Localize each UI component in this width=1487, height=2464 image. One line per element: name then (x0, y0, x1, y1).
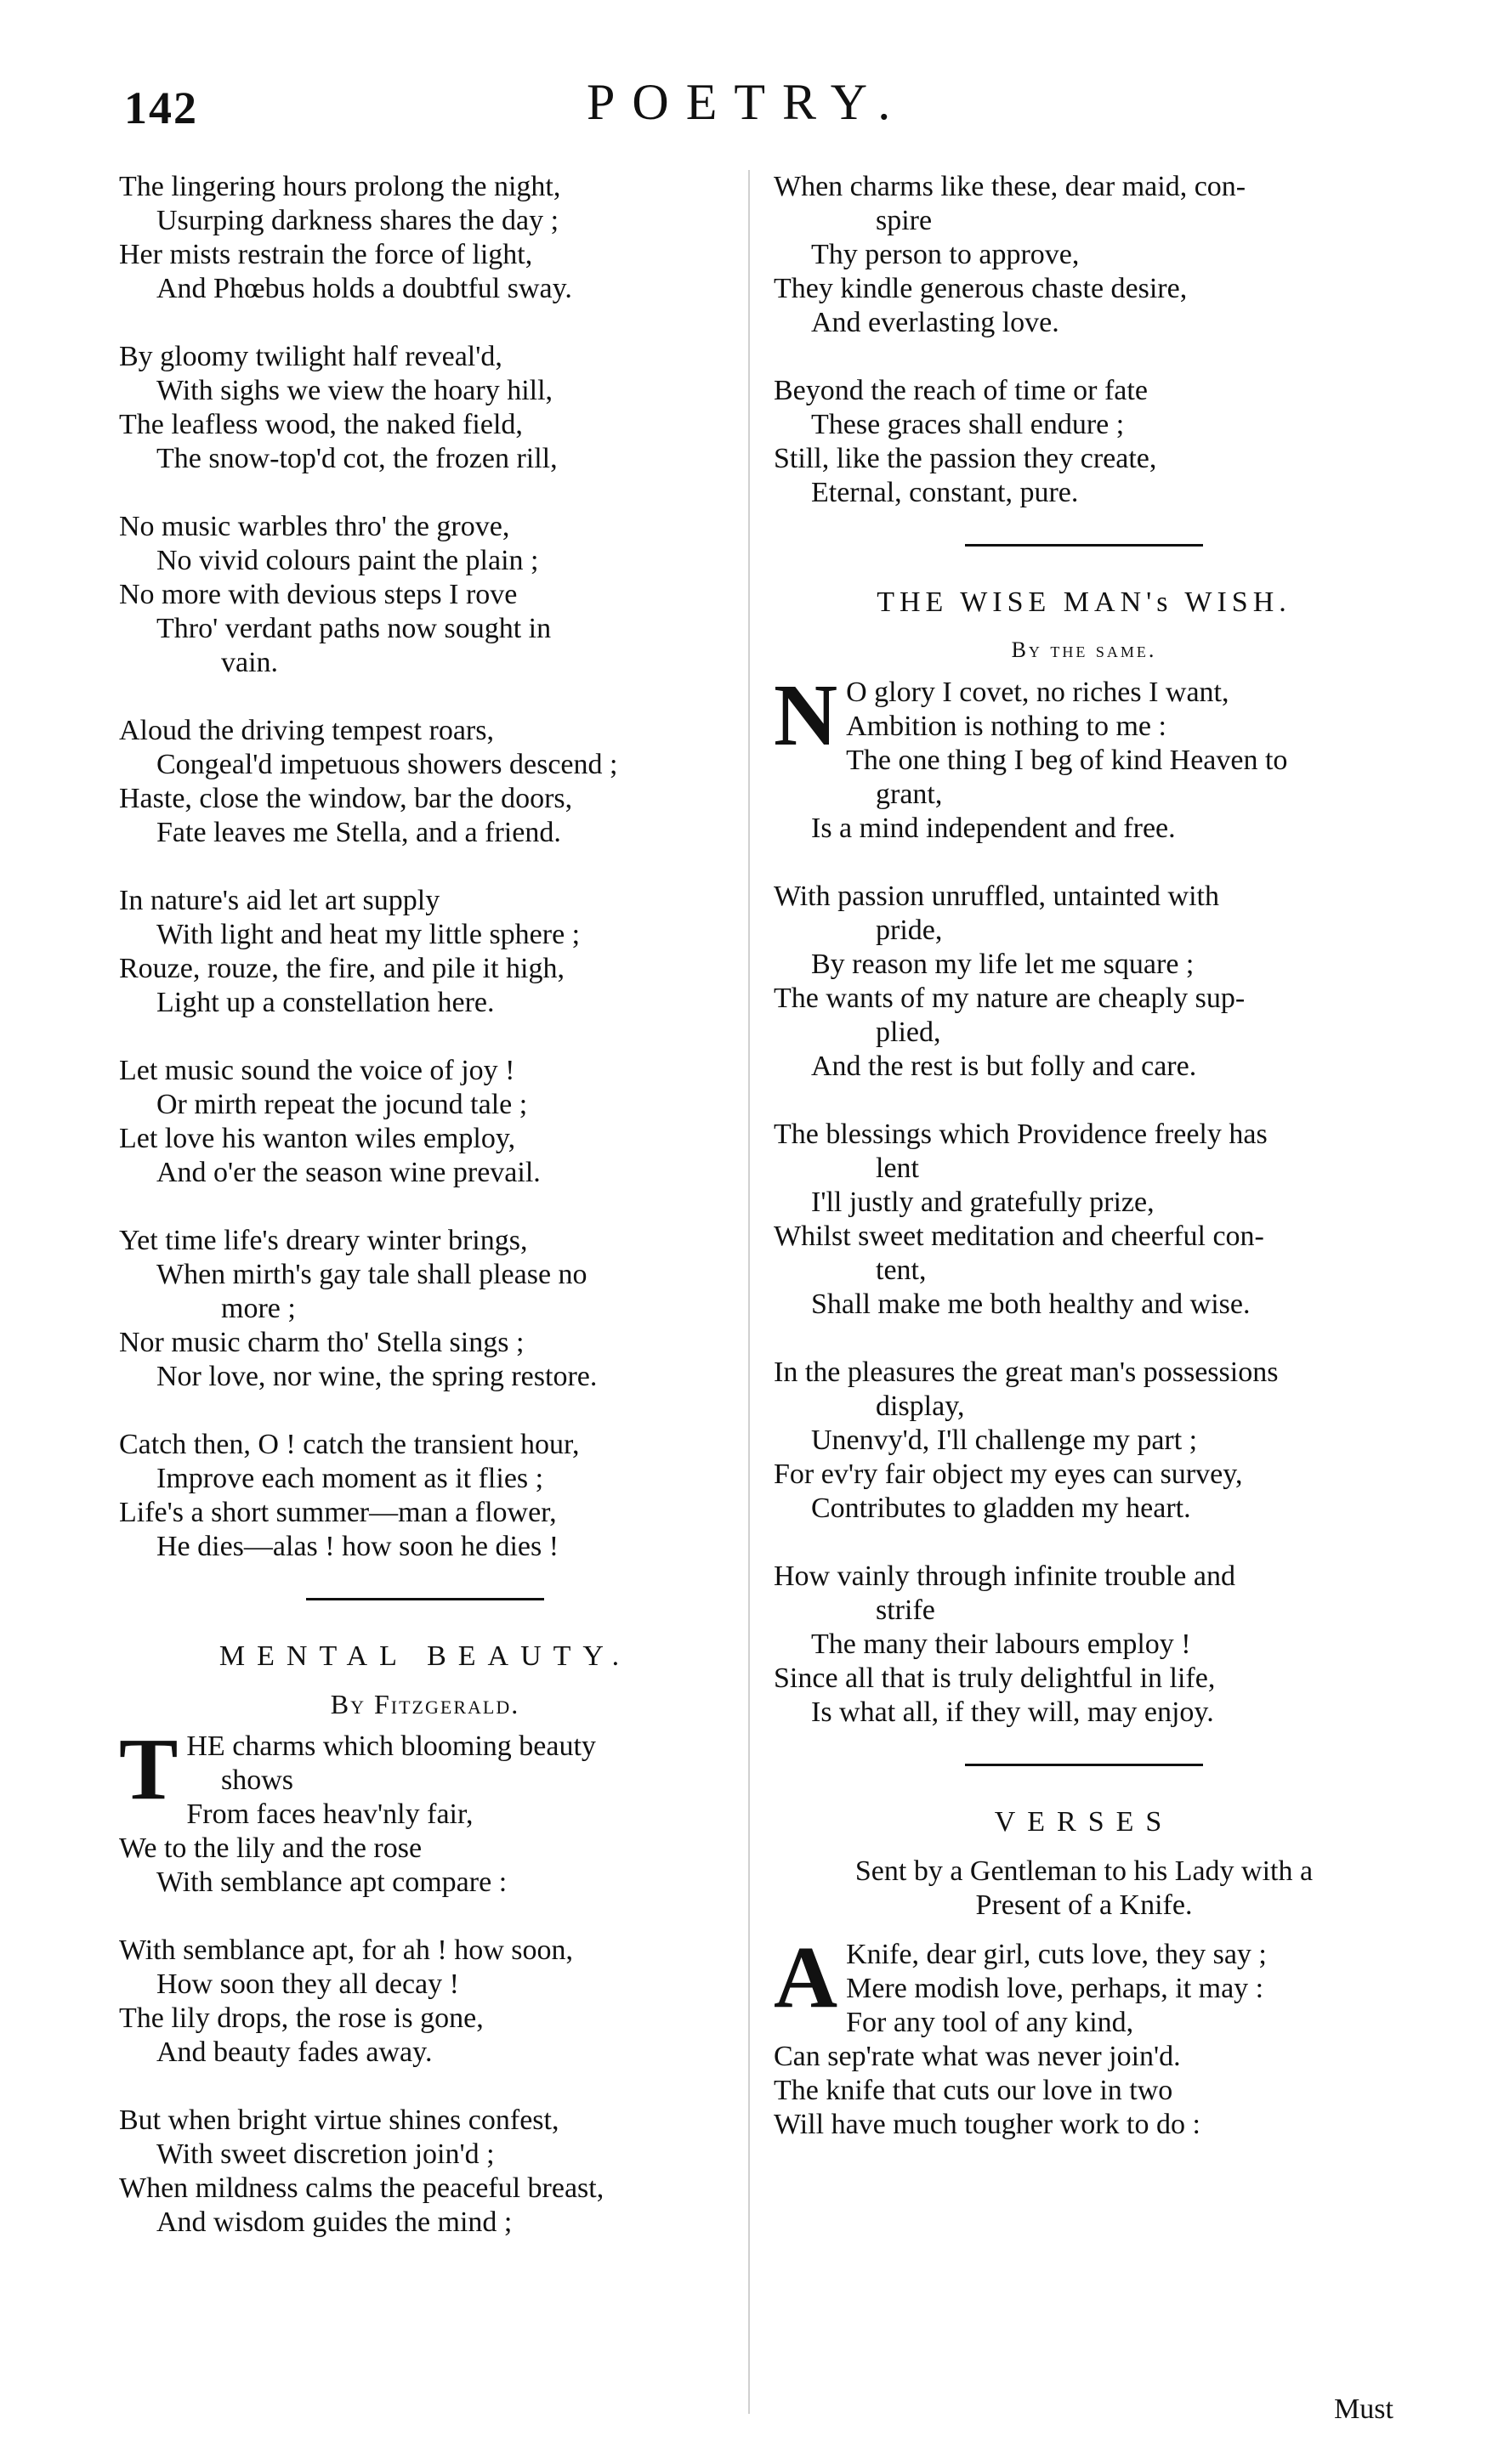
stanza (774, 170, 1394, 340)
verse-line: And o'er the season wine prevail. (156, 1157, 541, 1188)
verse-line: For any tool of any kind, (846, 2007, 1134, 2038)
verse-line: Unenvy'd, I'll challenge my part ; (811, 1425, 1198, 1456)
verse-line: The leafless wood, the naked field, (119, 409, 523, 440)
verse-line: For ev'ry fair object my eyes can survey, (774, 1459, 1243, 1490)
stanza (119, 714, 731, 850)
stanza (119, 1934, 731, 2070)
verse-line: Still, like the passion they create, (774, 443, 1157, 474)
stanza (119, 884, 731, 1020)
verse-line: tent, (876, 1255, 927, 1286)
verse-line: spire (876, 205, 933, 236)
verse-line: Her mists restrain the force of light, (119, 239, 533, 270)
verse-line: plied, (876, 1017, 941, 1048)
right-column (774, 170, 1394, 2176)
verse-line: Life's a short summer—man a flower, (119, 1497, 557, 1528)
verse-line: I'll justly and gratefully prize, (811, 1187, 1155, 1218)
stanza (119, 510, 731, 680)
verse-line: With sweet discretion join'd ; (156, 2138, 495, 2170)
verse-line: vain. (221, 647, 279, 678)
verse-line: In the pleasures the great man's possessions (774, 1357, 1279, 1388)
stanza (119, 170, 731, 306)
verse-line: But when bright virtue shines confest, (119, 2104, 559, 2136)
first-line-text: HE charms which blooming beauty (186, 1730, 596, 1762)
verse-line: In nature's aid let art supply (119, 885, 440, 916)
verse-line: When mirth's gay tale shall please no (156, 1259, 587, 1290)
byline: By the same. (1011, 637, 1157, 662)
verse-line: Nor love, nor wine, the spring restore. (156, 1361, 598, 1392)
verse-line: strife (876, 1595, 935, 1626)
verse-line: The knife that cuts our love in two (774, 2075, 1173, 2106)
stanza (119, 340, 731, 476)
verse-line: Is what all, if they will, may enjoy. (811, 1696, 1214, 1728)
verse-line: Catch then, O ! catch the transient hour, (119, 1429, 580, 1460)
stanza (774, 1560, 1394, 1730)
verse-line: By gloomy twilight half reveal'd, (119, 341, 502, 372)
verse-line: Or mirth repeat the jocund tale ; (156, 1089, 528, 1120)
verse-line: From faces heav'nly fair, (186, 1798, 474, 1830)
section-rule (965, 544, 1203, 547)
verse-line: With semblance apt, for ah ! how soon, (119, 1934, 573, 1966)
catchword: Must (1334, 2393, 1393, 2425)
verse-line: Haste, close the window, bar the doors, (119, 783, 573, 814)
drop-cap: T (119, 1720, 179, 1818)
verse-line: The wants of my nature are cheaply sup- (774, 983, 1246, 1014)
verse-line: The one thing I beg of kind Heaven to (846, 745, 1288, 776)
verse-line: display, (876, 1391, 965, 1422)
stanza (774, 880, 1394, 1084)
poem-title: THE WISE MAN's WISH. (877, 586, 1291, 618)
stanza (119, 2104, 731, 2240)
verse-line: When mildness calms the peaceful breast, (119, 2172, 604, 2204)
verse-line: The many their labours employ ! (811, 1629, 1191, 1660)
verse-line: Whilst sweet meditation and cheerful con- (774, 1221, 1264, 1252)
verse-line: Will have much tougher work to do : (774, 2109, 1200, 2140)
verse-line: And Phœbus holds a doubtful sway. (156, 273, 572, 304)
verse-line: Is a mind independent and free. (811, 813, 1176, 844)
verse-line: The snow-top'd cot, the frozen rill, (156, 443, 558, 474)
verse-line: Nor music charm tho' Stella sings ; (119, 1327, 525, 1358)
left-column (119, 170, 731, 2274)
verse-line: Since all that is truly delightful in life, (774, 1662, 1216, 1694)
stanza (774, 1118, 1394, 1322)
verse-line: These graces shall endure ; (811, 409, 1125, 440)
verse-line: Usurping darkness shares the day ; (156, 205, 559, 236)
verse-line: How soon they all decay ! (156, 1968, 459, 2000)
verse-line: And the rest is but folly and care. (811, 1051, 1197, 1082)
verse-line: When charms like these, dear maid, con- (774, 171, 1246, 202)
verse-line: Can sep'rate what was never join'd. (774, 2041, 1181, 2072)
verse-line: And beauty fades away. (156, 2036, 433, 2068)
verse-line: The lily drops, the rose is gone, (119, 2002, 484, 2034)
byline: By Fitzgerald. (330, 1689, 520, 1719)
verse-line: The blessings which Providence freely has (774, 1119, 1268, 1150)
section-rule (306, 1598, 544, 1600)
stanza (774, 1356, 1394, 1526)
first-line-text: Knife, dear girl, cuts love, they say ; (846, 1939, 1267, 1970)
stanza (119, 1224, 731, 1394)
verse-line: Mere modish love, perhaps, it may : (846, 1973, 1264, 2004)
verse-line: Improve each moment as it flies ; (156, 1463, 544, 1494)
verse-line: With sighs we view the hoary hill, (156, 375, 553, 406)
verse-line: Congeal'd impetuous showers descend ; (156, 749, 618, 780)
verse-line: No vivid colours paint the plain ; (156, 545, 539, 576)
verse-line: The lingering hours prolong the night, (119, 171, 561, 202)
drop-cap: N (774, 666, 838, 764)
verse-line: Contributes to gladden my heart. (811, 1493, 1191, 1524)
stanza (119, 1054, 731, 1190)
first-line-text: O glory I covet, no riches I want, (846, 677, 1229, 708)
poem-title: VERSES (994, 1806, 1174, 1838)
verse-line: shows (221, 1764, 294, 1796)
section-rule (965, 1764, 1203, 1766)
verse-line: By reason my life let me square ; (811, 949, 1195, 980)
verse-line: pride, (876, 915, 943, 946)
verse-line: He dies—alas ! how soon he dies ! (156, 1531, 559, 1562)
stanza (774, 1929, 1394, 2142)
page-number: 142 (124, 82, 198, 133)
verse-line: Rouze, rouze, the fire, and pile it high, (119, 953, 565, 984)
stanza (774, 374, 1394, 510)
verse-line: And wisdom guides the mind ; (156, 2206, 513, 2238)
stanza (119, 1428, 731, 1564)
verse-line: Beyond the reach of time or fate (774, 375, 1148, 406)
verse-line: Ambition is nothing to me : (846, 711, 1166, 742)
verse-line: And everlasting love. (811, 307, 1059, 338)
poem-subtitle: Present of a Knife. (975, 1889, 1193, 1921)
section-title: POETRY. (587, 74, 908, 130)
verse-line: Yet time life's dreary winter brings, (119, 1225, 528, 1256)
verse-line: Thro' verdant paths now sought in (156, 613, 552, 644)
stanza (119, 1720, 731, 1900)
verse-line: Fate leaves me Stella, and a friend. (156, 817, 561, 848)
verse-line: We to the lily and the rose (119, 1832, 423, 1864)
stanza (774, 666, 1394, 846)
verse-line: No more with devious steps I rove (119, 579, 518, 610)
verse-line: lent (876, 1153, 919, 1184)
running-head (0, 73, 1487, 141)
verse-line: With passion unruffled, untainted with (774, 881, 1219, 912)
verse-line: Shall make me both healthy and wise. (811, 1289, 1251, 1320)
poem-subtitle: Sent by a Gentleman to his Lady with a (854, 1855, 1314, 1887)
verse-line: No music warbles thro' the grove, (119, 511, 510, 542)
verse-line: With semblance apt compare : (156, 1866, 508, 1898)
verse-line: Let music sound the voice of joy ! (119, 1055, 515, 1086)
verse-line: They kindle generous chaste desire, (774, 273, 1188, 304)
verse-line: Let love his wanton wiles employ, (119, 1123, 516, 1154)
verse-line: more ; (221, 1293, 296, 1324)
verse-line: With light and heat my little sphere ; (156, 919, 581, 950)
verse-line: How vainly through infinite trouble and (774, 1561, 1235, 1592)
verse-line: grant, (876, 779, 943, 810)
poem-title: MENTAL BEAUTY. (219, 1640, 632, 1672)
drop-cap: A (774, 1929, 838, 2026)
verse-line: Eternal, constant, pure. (811, 477, 1079, 508)
column-divider (748, 170, 750, 2414)
verse-line: Aloud the driving tempest roars, (119, 715, 494, 746)
verse-line: Thy person to approve, (811, 239, 1080, 270)
verse-line: Light up a constellation here. (156, 987, 495, 1018)
